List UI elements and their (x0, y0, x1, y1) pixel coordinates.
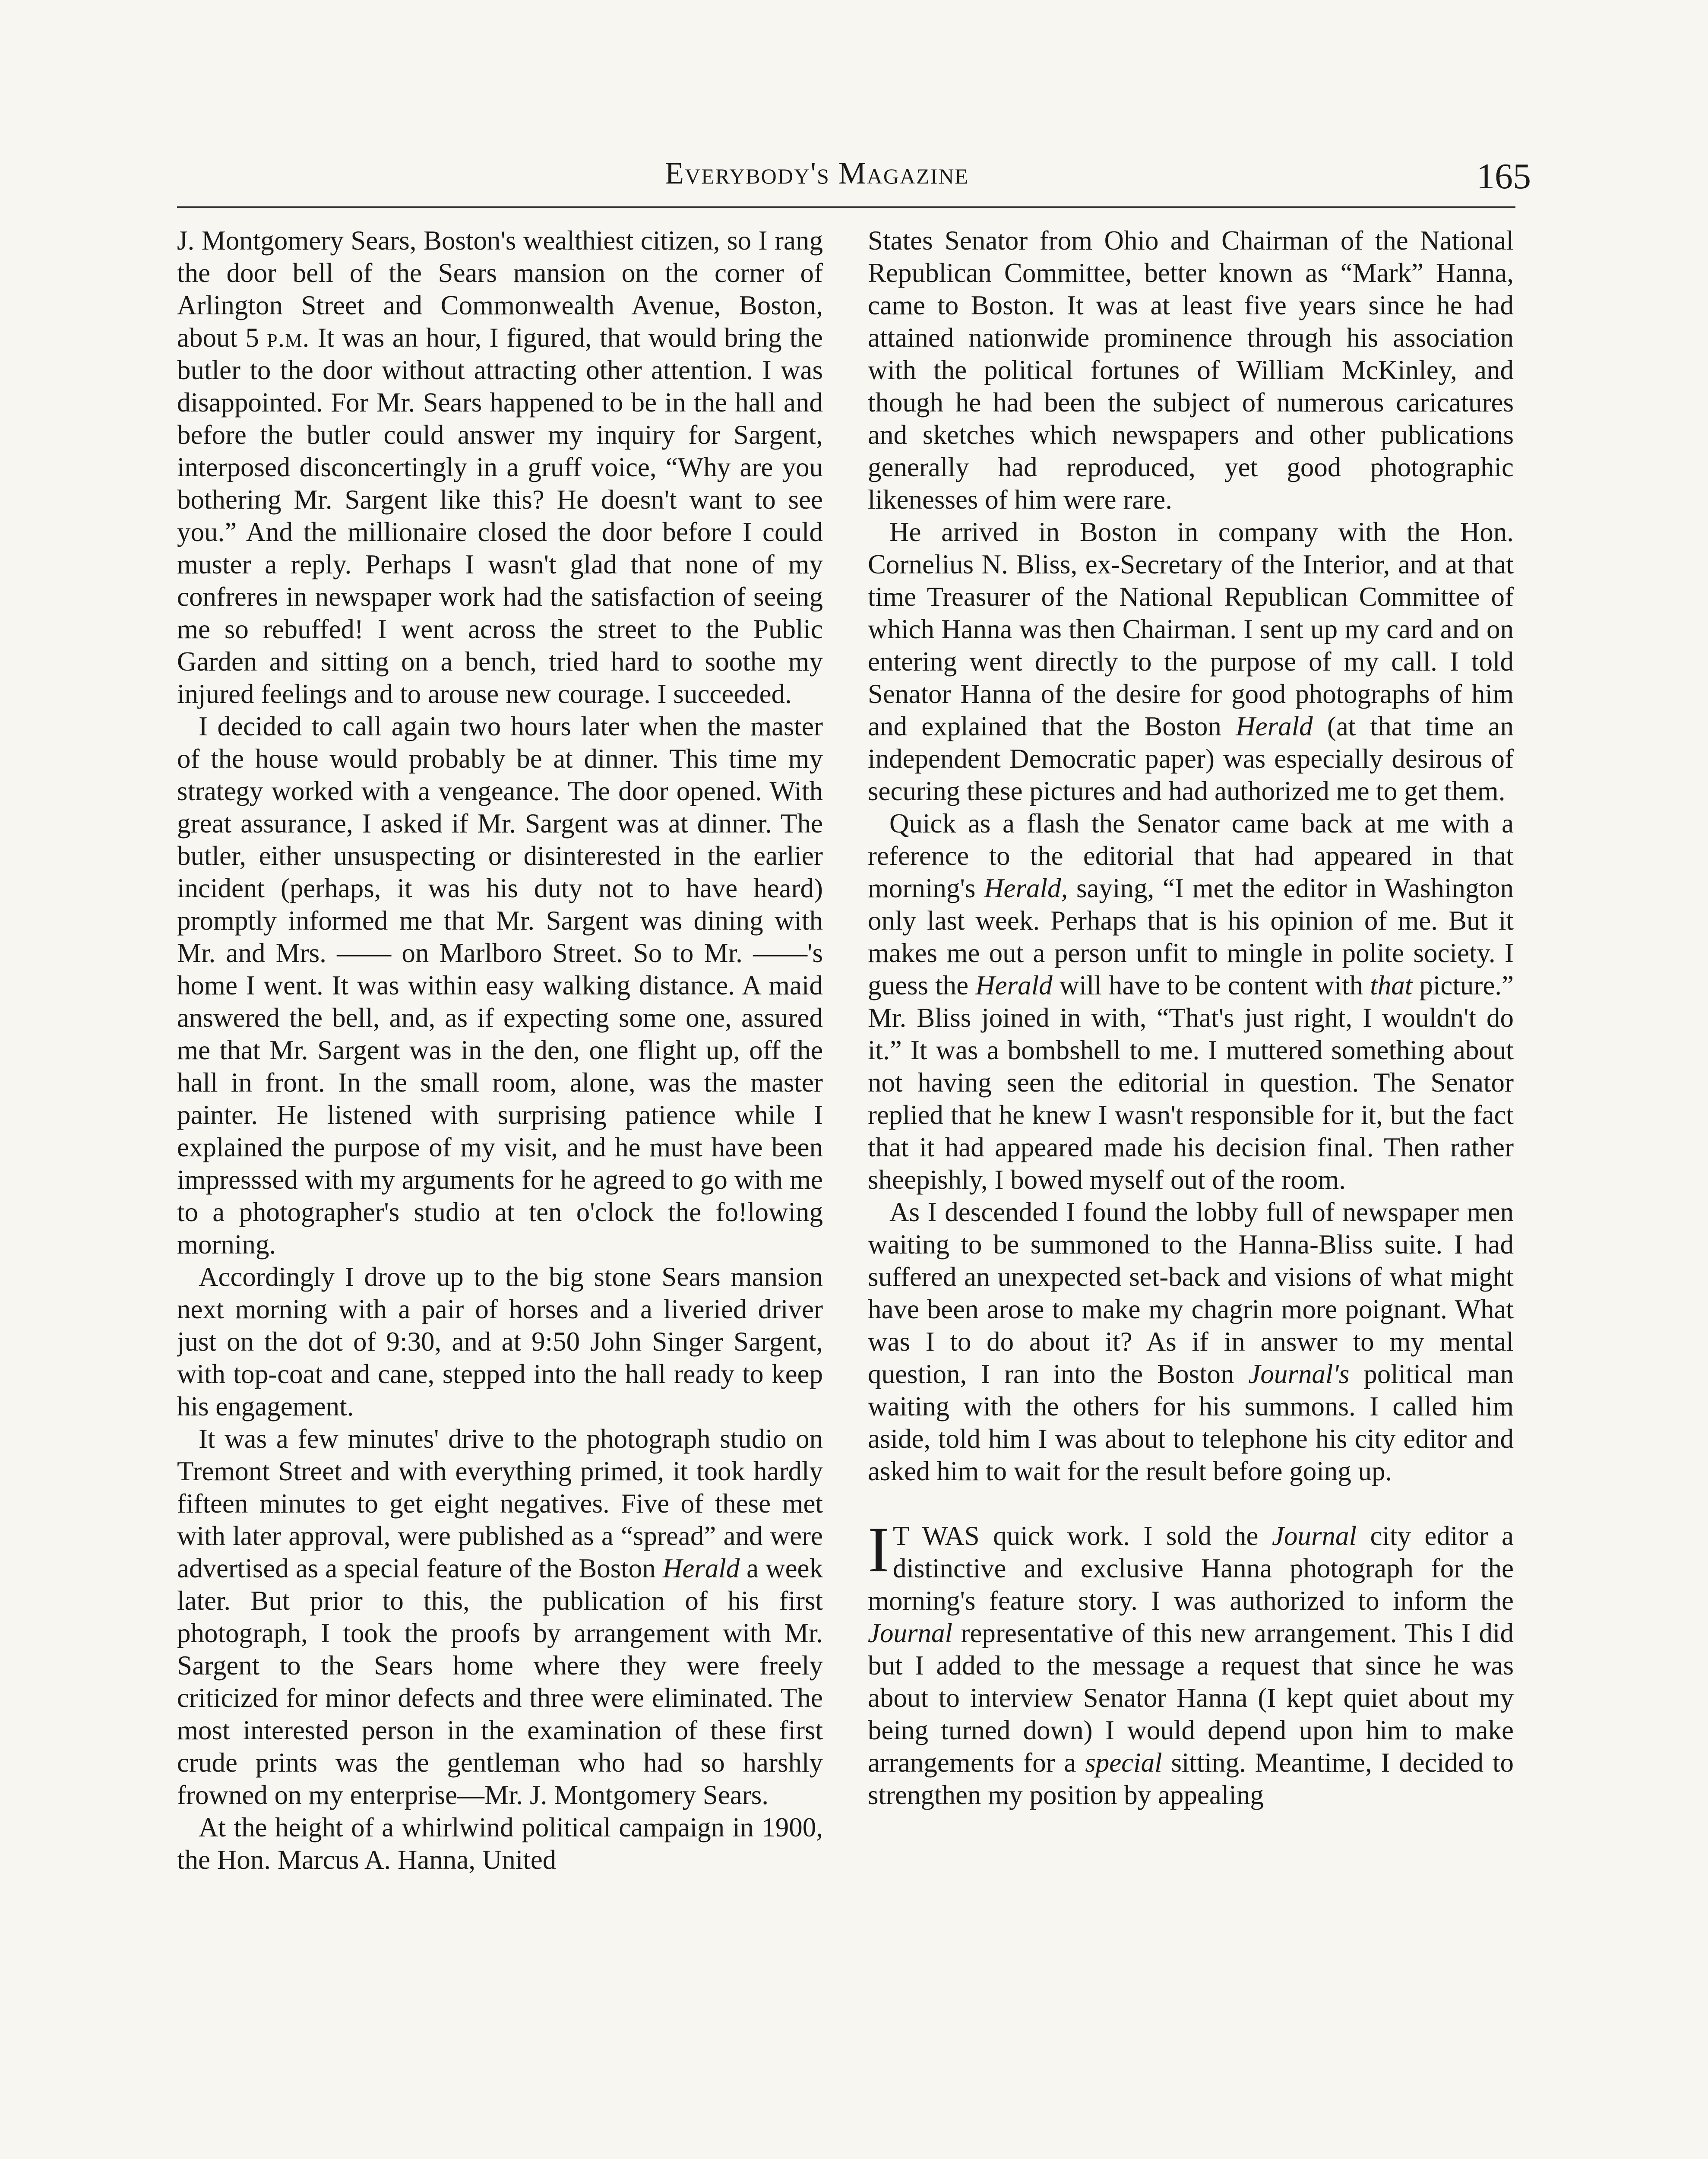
right-column (868, 225, 1514, 2133)
header-rule (177, 206, 1515, 208)
page-header (0, 155, 1708, 207)
paragraph: Accordingly I drove up to the big stone Sears mansion next morning with a pair of horses and a liveried driver just on the dot of 9:30, and at 9:50 John Singer Sargent, with top-coat and cane, stepped into the hall ready to keep his engagement. (177, 1262, 823, 1421)
paragraph: States Senator from Ohio and Chairman of the National Republican Committee, better known as “Mark” Hanna, came to Boston. It was at least five years since he had attained nationwide prominence through his association with the political fortunes of William McKinley, and though he had been the subject of numerous caricatures and sketches which newspapers and other publications generally had reproduced, yet good photographic likenesses of him were rare. (868, 225, 1514, 515)
paragraph: As I descended I found the lobby full of newspaper men waiting to be summoned to the Hanna-Bliss suite. I had suffered an unexpected set-back and visions of what might have been arose to make my chagrin more poignant. What was I to do about it? As if in answer to my mental question, I ran into the Boston Journal's political man waiting with the others for his summons. I called him aside, told him I was about to telephone his city editor and asked him to wait for the result before going up. (868, 1197, 1514, 1486)
paragraph: He arrived in Boston in company with the Hon. Cornelius N. Bliss, ex-Secretary of the Interior, and at that time Treasurer of the National Republican Committee of which Hanna was then Chairman. I sent up my card and on entering went directly to the purpose of my call. I told Senator Hanna of the desire for good photographs of him and explained that the Boston Herald (at that time an independent Democratic paper) was especially desirous of securing these pictures and had authorized me to get them. (868, 517, 1514, 806)
paragraph: Quick as a flash the Senator came back at me with a reference to the editorial that had appeared in that morning's Herald, saying, “I met the editor in Washington only last week. Perhaps that is his opinion of me. But it makes me out a person unfit to mingle in polite society. I guess the Herald will have to be content with that picture.” Mr. Bliss joined in with, “That's just right, I wouldn't do it.” It was a bombshell to me. I muttered something about not having seen the editorial in question. The Senator replied that he knew I wasn't responsible for it, but the fact that it had appeared made his decision final. Then rather sheepishly, I bowed myself out of the room. (868, 808, 1514, 1195)
paragraph: I decided to call again two hours later when the master of the house would probably be at dinner. This time my strategy worked with a vengeance. The door opened. With great assurance, I asked if Mr. Sargent was at dinner. The butler, either unsuspecting or disinterested in the earlier incident (perhaps, it was his duty not to have heard) promptly informed me that Mr. Sargent was dining with Mr. and Mrs. —— on Marlboro Street. So to Mr. ——'s home I went. It was within easy walking distance. A maid answered the bell, and, as if expecting some one, assured me that Mr. Sargent was in the den, one flight up, off the hall in front. In the small room, alone, was the master painter. He listened with surprising patience while I explained the purpose of my visit, and he must have been impresssed with my arguments for he agreed to go with me to a photographer's studio at ten o'clock the fo!lowing morning. (177, 711, 823, 1260)
paragraph: J. Montgomery Sears, Boston's wealthiest citizen, so I rang the door bell of the Sears mansion on the corner of Arlington Street and Commonwealth Avenue, Boston, about 5 p.m. It was an hour, I figured, that would bring the butler to the door without attracting other attention. I was disappointed. For Mr. Sears happened to be in the hall and before the butler could answer my inquiry for Sargent, interposed disconcertingly in a gruff voice, “Why are you bothering Mr. Sargent like this? He doesn't want to see you.” And the millionaire closed the door before I could muster a reply. Perhaps I wasn't glad that none of my confreres in newspaper work had the satisfaction of seeing me so rebuffed! I went across the street to the Public Garden and sitting on a bench, tried hard to soothe my injured feelings and to arouse new courage. I succeeded. (177, 225, 823, 709)
paragraph: At the height of a whirlwind political campaign in 1900, the Hon. Marcus A. Hanna, United (177, 1812, 823, 1875)
page-number: 165 (1477, 156, 1531, 196)
left-column (177, 225, 823, 2133)
drop-cap: I (868, 1514, 889, 1586)
section-paragraph: I T WAS quick work. I sold the Journal city editor a distinctive and exclusive Hanna photograph for the morning's feature story. I was authorized to inform the Journal representative of this new arrangement. This I did but I added to the message a request that since he was about to interview Senator Hanna (I kept quiet about my being turned down) I would depend upon him to make arrangements for a special sitting. Meantime, I decided to strengthen my position by appealing (868, 1514, 1514, 1810)
running-title: Everybody's Magazine (665, 156, 969, 190)
paragraph: It was a few minutes' drive to the photograph studio on Tremont Street and with everything primed, it took hardly fifteen minutes to get eight negatives. Five of these met with later approval, were published as a “spread” and were advertised as a special feature of the Boston Herald a week later. But prior to this, the publication of his first photograph, I took the proofs by arrangement with Mr. Sargent to the Sears home where they were freely criticized for minor defects and three were eliminated. The most interested person in the examination of these first crude prints was the gentleman who had so harshly frowned on my enterprise—Mr. J. Montgomery Sears. (177, 1424, 823, 1810)
